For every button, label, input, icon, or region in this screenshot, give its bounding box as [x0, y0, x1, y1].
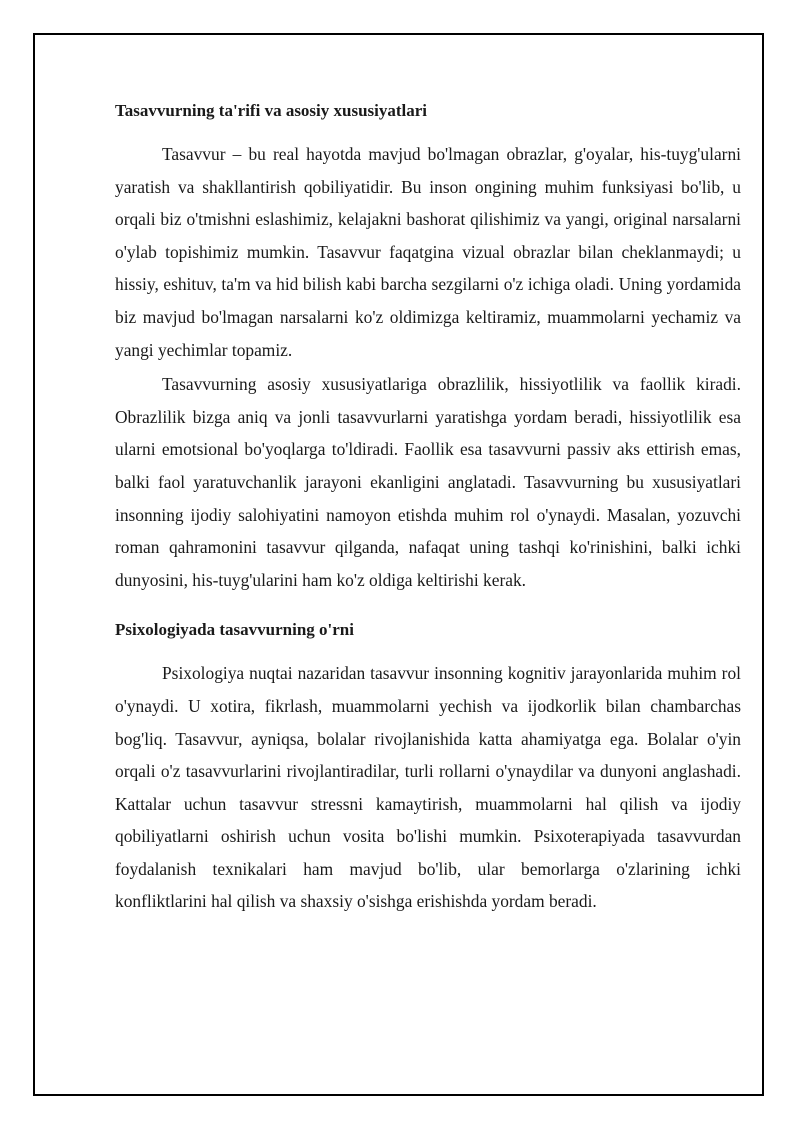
paragraph: Tasavvur – bu real hayotda mavjud bo'lmagan obrazlar, g'oyalar, his-tuyg'ularni yaratish va shakllantirish qobiliyatidir. Bu inson ongining muhim funksiyasi bo'lib, u orqali biz o'tmishni eslashimiz, kelajakni bashorat qilishimiz va yangi, original narsalarni o'ylab topishimiz mumkin. Tasavvur faqatgina vizual obrazlar bilan cheklanmaydi; u hissiy, eshituv, ta'm va hid bilish kabi barcha sezgilarni o'z ichiga oladi. Uning yordamida biz mavjud bo'lmagan narsalarni ko'z oldimizga keltiramiz, muammolarni yechamiz va yangi yechimlar topamiz.	[115, 144, 741, 360]
document-body	[115, 98, 741, 920]
section-heading: Psixologiyada tasavvurning o'rni	[115, 620, 354, 640]
paragraph: Tasavvurning asosiy xususiyatlariga obrazlilik, hissiyotlilik va faollik kiradi. Obrazlilik bizga aniq va jonli tasavvurlarni yaratishga yordam beradi, hissiyotlilik esa ularni emotsional bo'yoqlarga to'ldiradi. Faollik esa tasavvurni passiv aks ettirish emas, balki faol yaratuvchanlik jarayoni ekanligini anglatadi. Tasavvurning bu xususiyatlari insonning ijodiy salohiyatini namoyon etishda muhim rol o'ynaydi. Masalan, yozuvchi roman qahramonini tasavvur qilganda, nafaqat uning tashqi ko'rinishini, balki ichki dunyosini, his-tuyg'ularini ham ko'z oldiga keltirishi kerak.	[115, 374, 741, 590]
section-heading: Tasavvurning ta'rifi va asosiy xususiyatlari	[115, 101, 428, 120]
paragraph: Psixologiya nuqtai nazaridan tasavvur insonning kognitiv jarayonlarida muhim rol o'ynaydi. U xotira, fikrlash, muammolarni yechish va ijodkorlik bilan chambarchas bog'liq. Tasavvur, ayniqsa, bolalar rivojlanishida katta ahamiyatga ega. Bolalar o'yin orqali o'z tasavvurlarini rivojlantiradilar, turli rollarni o'ynaydilar va dunyoni anglashadi. Kattalar uchun tasavvur stressni kamaytirish, muammolarni hal qilish va ijodiy qobiliyatlarni oshirish uchun vosita bo'lishi mumkin. Psixoterapiyada tasavvurdan foydalanish texnikalari ham mavjud bo'lib, ular bemorlarga o'zlarining ichki konfliktlarini hal qilish va shaxsiy o'sishga erishishda yordam beradi.	[115, 663, 741, 912]
